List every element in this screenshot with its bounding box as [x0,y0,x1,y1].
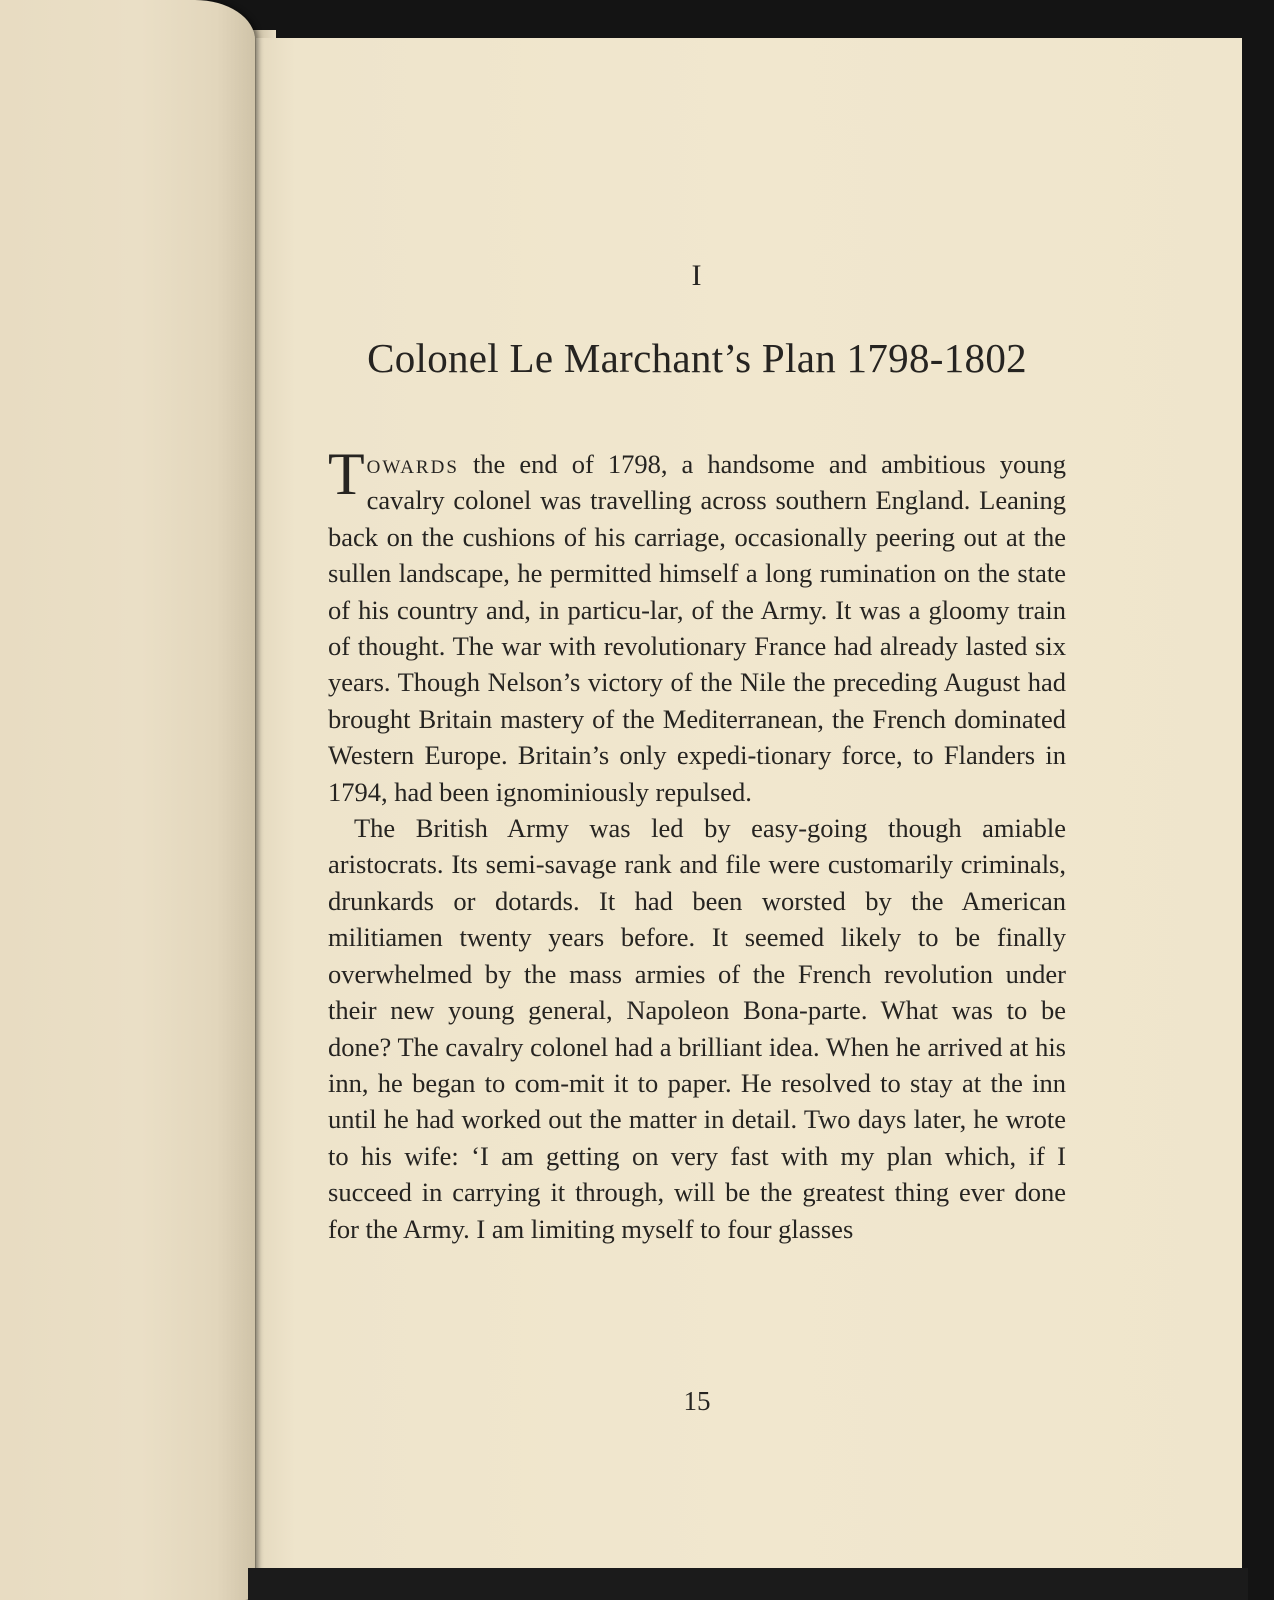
right-page [256,38,1242,1568]
paragraph-2: The British Army was led by easy-going though amiable aristocrats. Its semi-savage rank and file were customarily criminals, drunkards or dotards. It had been worsted by the American militiamen twenty years before. It seemed likely to be finally overwhelmed by the mass armies of the French revolution under their new young general, Napoleon Bona-parte. What was to be done? The cavalry colonel had a brilliant idea. When he arrived at his inn, he began to com-mit it to paper. He resolved to stay at the inn until he had worked out the matter in detail. Two days later, he wrote to his wife: ‘I am getting on very fast with my plan which, if I succeed in carrying it through, will be the greatest thing ever done for the Army. I am limiting myself to four glasses [328,813,1066,1244]
paragraph-1 [328,441,1066,810]
bottom-edge [248,1568,1248,1600]
body-text [328,441,1066,1247]
paragraph-1-text: the end of 1798, a handsome and ambitious young cavalry colonel was travelling across southern England. Leaning back on the cushions of his carriage, occasionally peering out at the sullen landscape, he permitted himself a long rumination on the state of his country and, in particu-lar, of the Army. It was a gloomy train of thought. The war with revolutionary France had already lasted six years. Though Nelson’s victory of the Nile the preceding August had brought Britain mastery of the Mediterranean, the French dominated Western Europe. Britain’s only expedi-tionary force, to Flanders in 1794, had been ignominiously repulsed. [328,449,1066,807]
drop-cap: T [328,441,365,507]
left-page [0,0,255,1600]
opening-small-caps: owards [366,449,459,479]
page-number: 15 [683,1386,711,1416]
chapter-title: Colonel Le Marchant’s Plan 1798-1802 [367,335,1027,381]
chapter-number: I [691,259,703,292]
